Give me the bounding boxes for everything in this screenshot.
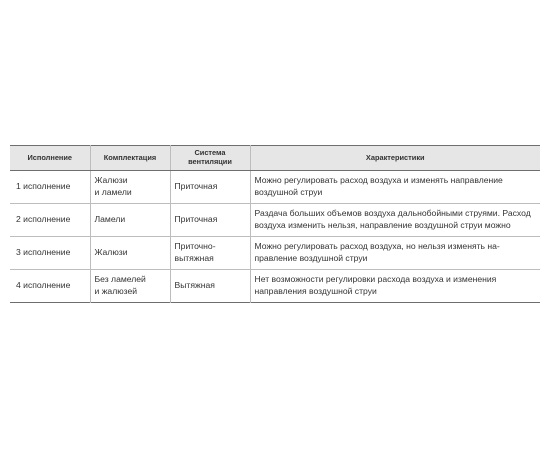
cell-ventilation: Приточная xyxy=(170,204,250,237)
cell-configuration: Без ламелей и жалюзей xyxy=(90,270,170,303)
cell-ventilation: Приточная xyxy=(170,171,250,204)
table-row xyxy=(10,270,540,303)
cell-ventilation: Приточно- вытяжная xyxy=(170,237,250,270)
cell-characteristics: Раздача больших объемов воздуха дальнобойными струями. Расход воздуха изменить нельзя, направление воздушной струи можно xyxy=(250,204,540,237)
cell-variant: 3 исполнение xyxy=(10,237,90,270)
cell-variant: 4 исполнение xyxy=(16,280,71,291)
table-row xyxy=(10,237,540,270)
header-ventilation: Система вентиляции xyxy=(170,146,250,171)
cell-characteristics: Можно регулировать расход воздуха и изменять направление воздушной струи xyxy=(250,171,540,204)
cell-configuration: Жалюзи и ламели xyxy=(90,171,170,204)
table-row xyxy=(10,204,540,237)
cell-variant: 1 исполнение xyxy=(10,171,90,204)
table-header xyxy=(10,146,540,171)
cell-characteristics: Нет возможности регулировки расхода воздуха и изменения направления воздушной струи xyxy=(250,270,540,303)
table-body xyxy=(10,171,540,303)
header-variant: Исполнение xyxy=(10,146,90,171)
cell-variant: 2 исполнение xyxy=(10,204,90,237)
specification-table xyxy=(10,145,540,303)
cell-configuration: Ламели xyxy=(90,204,170,237)
table-row xyxy=(10,171,540,204)
header-configuration: Комплектация xyxy=(90,146,170,171)
cell-configuration: Жалюзи xyxy=(90,237,170,270)
header-row xyxy=(10,146,540,171)
cell-characteristics: Можно регулировать расход воздуха, но нельзя изменять на- правление воздушной струи xyxy=(250,237,540,270)
header-characteristics: Характеристики xyxy=(250,146,540,171)
cell-ventilation: Вытяжная xyxy=(170,270,250,303)
